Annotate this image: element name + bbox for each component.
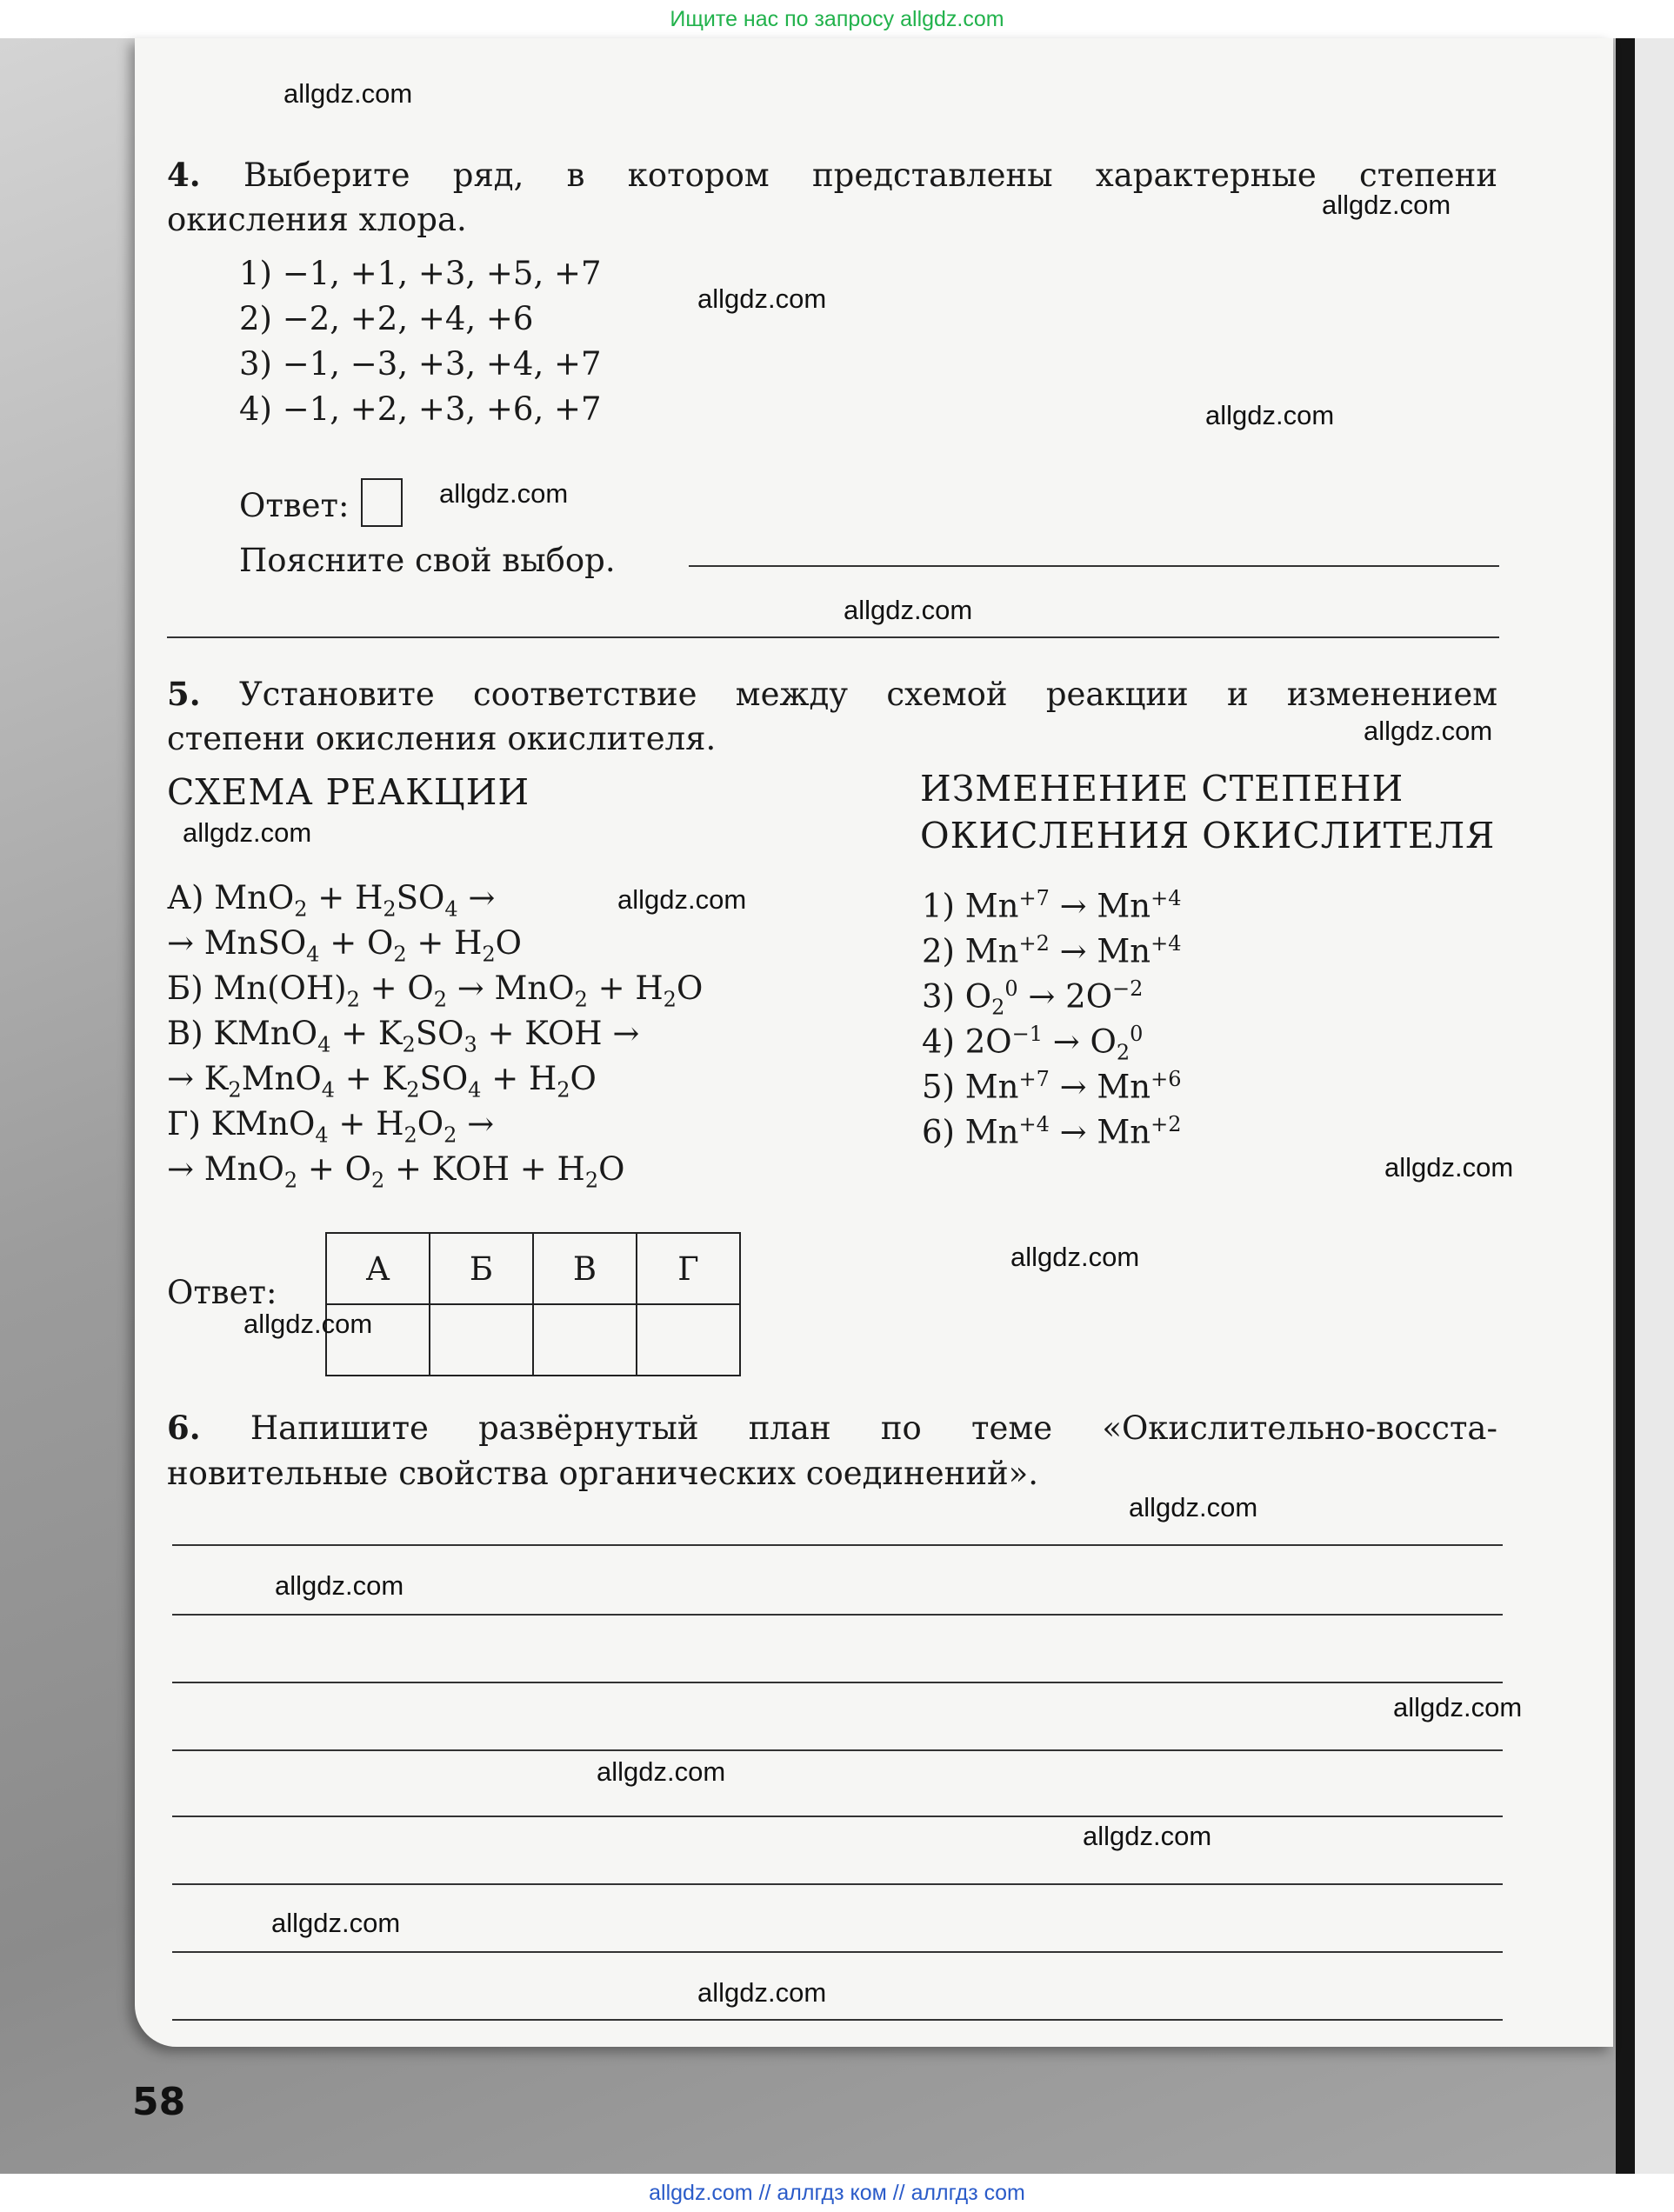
- scheme-g-2: → $MnO_2 + O_2$ + KOH + $H_2O$: [167, 1150, 625, 1193]
- watermark: allgdz.com: [1083, 1821, 1212, 1851]
- watermark: allgdz.com: [1384, 1152, 1514, 1183]
- q4-number: 4.: [167, 156, 201, 194]
- answer-col-v: В: [533, 1233, 637, 1304]
- watermark: allgdz.com: [617, 884, 747, 915]
- watermark: allgdz.com: [439, 478, 569, 509]
- top-banner: Ищите нас по запросу allgdz.com: [670, 7, 1004, 31]
- book-spine: [1616, 38, 1635, 2174]
- watermark: allgdz.com: [697, 1977, 827, 2008]
- scheme-v-1: В) KMnO$_4$ + $K_2SO_3$ + KOH →: [167, 1015, 640, 1057]
- answer-col-a: А: [326, 1233, 430, 1304]
- q4-answer-box[interactable]: [361, 478, 403, 527]
- change-heading-1: ИЗМЕНЕНИЕ СТЕПЕНИ: [920, 768, 1404, 810]
- watermark: allgdz.com: [1364, 716, 1493, 746]
- watermark: allgdz.com: [283, 78, 413, 109]
- change-1: 1) $Mn^{+7} \to Mn^{+4}$: [922, 886, 1182, 925]
- q5-text: [167, 671, 1497, 717]
- watermark: allgdz.com: [1393, 1692, 1523, 1722]
- q4-option-1: 1) −1, +1, +3, +5, +7: [239, 255, 602, 292]
- q4-line2: окисления хлора.: [167, 201, 467, 238]
- change-3: 3) $O_2^0 \to 2O^{-2}$: [922, 976, 1144, 1020]
- q6-line-8[interactable]: [172, 2019, 1503, 2021]
- scheme-heading: СХЕМА РЕАКЦИИ: [167, 771, 530, 813]
- q4-answer: [239, 478, 403, 528]
- q5-number: 5.: [167, 675, 201, 713]
- change-heading-2: ОКИСЛЕНИЯ ОКИСЛИТЕЛЯ: [920, 815, 1496, 856]
- scheme-a-1: А) $MnO_2 + H_2SO_4$ →: [167, 879, 496, 922]
- watermark: allgdz.com: [844, 595, 973, 625]
- answer-cell-v[interactable]: [533, 1304, 637, 1376]
- q6-line-7[interactable]: [172, 1951, 1503, 1953]
- change-5: 5) $Mn^{+7} \to Mn^{+6}$: [922, 1067, 1182, 1106]
- q4-line1: Выберите ряд, в котором представлены характерные степени: [243, 157, 1498, 194]
- change-2: 2) $Mn^{+2} \to Mn^{+4}$: [922, 931, 1182, 970]
- q5-line1: Установите соответствие между схемой реакции и изменением: [238, 676, 1498, 713]
- q5-answer-table: [325, 1232, 741, 1376]
- page-number: 58: [132, 2080, 186, 2124]
- answer-cell-g[interactable]: [637, 1304, 740, 1376]
- watermark: allgdz.com: [1322, 190, 1451, 220]
- q4-explain-line-2[interactable]: [167, 636, 1499, 638]
- q6-line-1[interactable]: [172, 1544, 1503, 1546]
- answer-cell-b[interactable]: [430, 1304, 533, 1376]
- q6-text: [167, 1405, 1497, 1451]
- bottom-banner: allgdz.com // аллгдз ком // аллгдз com: [649, 2181, 1025, 2205]
- q6-line-2[interactable]: [172, 1614, 1503, 1616]
- book-edge: [1635, 38, 1674, 2174]
- watermark: allgdz.com: [271, 1908, 401, 1938]
- q4-explain-label: Поясните свой выбор.: [239, 542, 616, 579]
- watermark: allgdz.com: [697, 283, 827, 314]
- watermark: allgdz.com: [1129, 1492, 1258, 1522]
- q6-line-6[interactable]: [172, 1883, 1503, 1885]
- watermark: allgdz.com: [275, 1570, 404, 1601]
- q6-number: 6.: [167, 1409, 201, 1447]
- q6-line-3[interactable]: [172, 1682, 1503, 1683]
- q4-answer-label: Ответ:: [239, 487, 350, 524]
- q6-line-4[interactable]: [172, 1749, 1503, 1751]
- watermark: allgdz.com: [1205, 400, 1335, 430]
- q6-line1: Напишите развёрнутый план по теме «Окислительно-восста-: [250, 1409, 1497, 1447]
- watermark: allgdz.com: [597, 1756, 726, 1787]
- q4-option-3: 3) −1, −3, +3, +4, +7: [239, 345, 602, 383]
- q5-answer-label: Ответ:: [167, 1274, 277, 1311]
- change-4: 4) $2O^{-1} \to O_2^0$: [922, 1022, 1144, 1065]
- scheme-g-1: Г) KMnO$_4$ + $H_2O_2$ →: [167, 1105, 495, 1148]
- q4-option-2: 2) −2, +2, +4, +6: [239, 300, 534, 337]
- answer-col-b: Б: [430, 1233, 533, 1304]
- scheme-b: Б) $Mn(OH)_2 + O_2 \to MnO_2 + H_2O$: [167, 969, 704, 1012]
- watermark: allgdz.com: [183, 817, 312, 848]
- q6-line-5[interactable]: [172, 1816, 1503, 1817]
- change-6: 6) $Mn^{+4} \to Mn^{+2}$: [922, 1112, 1182, 1151]
- watermark: allgdz.com: [1010, 1242, 1140, 1272]
- q4-explain-line-1[interactable]: [689, 565, 1499, 567]
- q4-text: [167, 152, 1497, 198]
- q4-option-4: 4) −1, +2, +3, +6, +7: [239, 390, 602, 428]
- answer-col-g: Г: [637, 1233, 740, 1304]
- q6-line2: новительные свойства органических соединений».: [167, 1455, 1039, 1492]
- watermark: allgdz.com: [243, 1309, 373, 1339]
- q5-line2: степени окисления окислителя.: [167, 720, 717, 757]
- scheme-a-2: → MnSO$_4$ + $O_2 + H_2O$: [167, 924, 523, 967]
- scheme-v-2: → $K_2MnO_4 + K_2SO_4 + H_2O$: [167, 1060, 597, 1103]
